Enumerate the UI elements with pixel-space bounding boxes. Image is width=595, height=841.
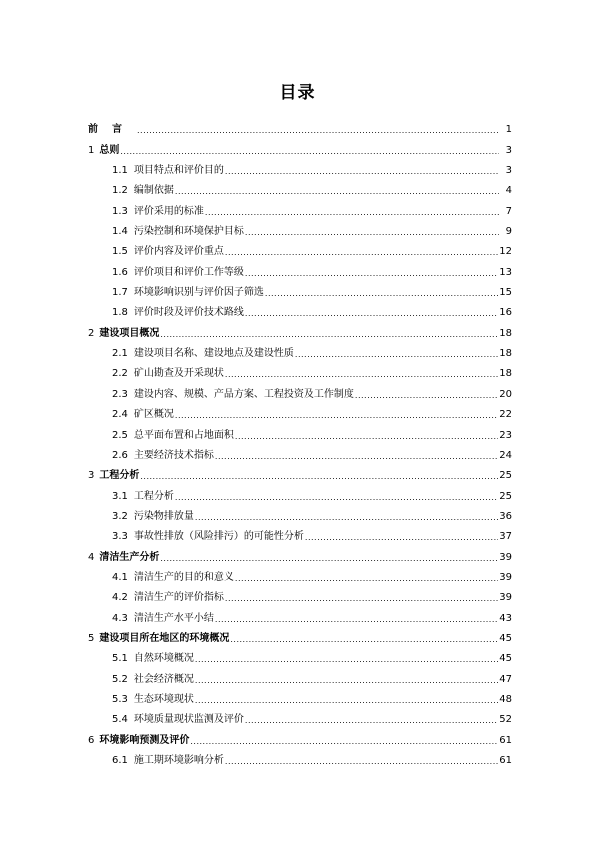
toc-entry-number: 2.1	[112, 348, 128, 360]
toc-dot-leader	[140, 472, 498, 482]
toc-section-entry[interactable]	[88, 747, 512, 767]
toc-entry-number: 3.1	[112, 490, 128, 502]
toc-entry-title: 矿山勘查及开采现状	[133, 368, 224, 380]
toc-page-number: 61	[499, 734, 512, 746]
toc-entry-number: 5	[88, 632, 95, 644]
toc-section-entry[interactable]	[88, 177, 512, 197]
toc-dot-leader	[175, 493, 498, 503]
toc-entry-number: 6.1	[112, 755, 128, 766]
toc-section-entry[interactable]	[88, 706, 512, 726]
toc-page-number: 18	[499, 327, 512, 339]
toc-dot-leader	[175, 187, 499, 197]
toc-title: 目录	[279, 83, 316, 103]
toc-dot-leader	[137, 126, 499, 136]
toc-entry-number: 1.6	[112, 266, 128, 278]
toc-page-number: 18	[499, 368, 512, 380]
toc-entry-title: 自然环境概况	[133, 653, 194, 665]
toc-dot-leader	[120, 147, 499, 157]
toc-page-number: 9	[505, 226, 512, 238]
toc-page-number: 52	[499, 714, 512, 726]
toc-section-entry[interactable]	[88, 299, 512, 319]
toc-page-number: 3	[505, 165, 512, 177]
toc-entry-title: 评价内容及评价重点	[133, 246, 224, 258]
toc-entry-number: 3	[88, 470, 95, 482]
toc-chapter-entry[interactable]	[88, 726, 512, 746]
toc-section-entry[interactable]	[88, 686, 512, 706]
toc-entry-number: 1.8	[112, 307, 128, 319]
toc-section-entry[interactable]	[88, 584, 512, 604]
toc-page-number: 47	[499, 673, 512, 685]
toc-entry-number: 1.7	[112, 287, 128, 299]
toc-entry-number: 2.6	[112, 449, 128, 461]
toc-page-number: 22	[499, 409, 512, 421]
toc-entry-title: 污染控制和环境保护目标	[133, 226, 244, 238]
toc-entry-title: 社会经济概况	[133, 673, 194, 685]
toc-dot-leader	[235, 574, 498, 584]
toc-entry-title: 矿区概况	[133, 409, 174, 421]
toc-page-number: 12	[499, 246, 512, 258]
toc-section-entry[interactable]	[88, 665, 512, 685]
toc-section-entry[interactable]	[88, 197, 512, 217]
toc-page-number: 4	[505, 185, 512, 197]
toc-entry-title: 总则	[99, 144, 120, 156]
toc-chapter-entry[interactable]	[88, 319, 512, 339]
toc-section-entry[interactable]	[88, 258, 512, 278]
toc-entry-title: 清洁生产的目的和意义	[133, 571, 234, 583]
toc-dot-leader	[230, 635, 498, 645]
toc-chapter-entry[interactable]	[88, 462, 512, 482]
toc-entry-number: 5.4	[112, 714, 128, 726]
toc-entry-number: 4	[88, 551, 95, 563]
toc-page-number: 24	[499, 449, 512, 461]
toc-dot-leader	[225, 594, 498, 604]
toc-entry-title: 环境质量现状监测及评价	[133, 714, 244, 726]
toc-page-number: 15	[499, 287, 512, 299]
toc-page-number: 45	[499, 653, 512, 665]
toc-page-number: 16	[499, 307, 512, 319]
toc-entry-title: 前言	[88, 124, 136, 136]
toc-dot-leader	[305, 533, 498, 543]
toc-chapter-entry[interactable]	[88, 136, 512, 156]
toc-entry-title: 清洁生产的评价指标	[133, 592, 224, 604]
toc-section-entry[interactable]	[88, 604, 512, 624]
toc-entry-number: 3.3	[112, 531, 128, 543]
toc-entry-title: 编制依据	[133, 185, 174, 197]
toc-section-entry[interactable]	[88, 360, 512, 380]
toc-dot-leader	[195, 655, 498, 665]
toc-dot-leader	[195, 676, 498, 686]
toc-entry-number: 1.5	[112, 246, 128, 258]
toc-entry-number: 1	[88, 144, 95, 156]
toc-page-number: 20	[499, 388, 512, 400]
toc-page-number: 37	[499, 531, 512, 543]
toc-entry-title: 施工期环境影响分析	[133, 755, 224, 766]
toc-dot-leader	[225, 248, 498, 258]
toc-entry-title: 环境影响识别与评价因子筛选	[133, 287, 264, 299]
toc-dot-leader	[265, 289, 498, 299]
toc-dot-leader	[245, 309, 498, 319]
toc-entry-number: 5.1	[112, 653, 128, 665]
toc-dot-leader	[245, 269, 498, 279]
toc-dot-leader	[225, 370, 498, 380]
toc-page-number: 25	[499, 490, 512, 502]
toc-dot-leader	[205, 208, 499, 218]
toc-page-number: 36	[499, 510, 512, 522]
table-of-contents	[88, 116, 512, 767]
toc-dot-leader	[175, 411, 498, 421]
toc-entry-number: 4.1	[112, 571, 128, 583]
toc-dot-leader	[355, 391, 498, 401]
toc-entry-number: 4.2	[112, 592, 128, 604]
toc-dot-leader	[245, 228, 499, 238]
toc-entry-number: 1.1	[112, 165, 128, 177]
toc-entry-number: 4.3	[112, 612, 128, 624]
toc-entry-title: 评价项目和评价工作等级	[133, 266, 244, 278]
toc-section-entry[interactable]	[88, 442, 512, 462]
toc-section-entry[interactable]	[88, 482, 512, 502]
toc-section-entry[interactable]	[88, 523, 512, 543]
toc-section-entry[interactable]	[88, 218, 512, 238]
toc-page-number: 3	[505, 144, 512, 156]
toc-dot-leader	[295, 350, 498, 360]
toc-entry-title: 工程分析	[99, 470, 140, 482]
toc-entry-title: 建设项目名称、建设地点及建设性质	[133, 348, 294, 360]
toc-entry-number: 2	[88, 327, 95, 339]
toc-entry-number: 2.3	[112, 388, 128, 400]
toc-section-entry[interactable]	[88, 401, 512, 421]
toc-page-number: 18	[499, 348, 512, 360]
toc-page-number: 45	[499, 632, 512, 644]
toc-section-entry[interactable]	[88, 380, 512, 400]
toc-entry-title: 工程分析	[133, 490, 174, 502]
toc-dot-leader	[245, 716, 498, 726]
toc-entry-title: 污染物排放量	[133, 510, 194, 522]
toc-entry-title: 评价采用的标准	[133, 205, 204, 217]
toc-page-number: 23	[499, 429, 512, 441]
toc-entry-title: 清洁生产分析	[99, 551, 160, 563]
toc-page-number: 25	[499, 470, 512, 482]
toc-section-entry[interactable]	[88, 564, 512, 584]
toc-dot-leader	[190, 737, 498, 747]
toc-entry-number: 1.3	[112, 205, 128, 217]
toc-entry-title: 清洁生产水平小结	[133, 612, 214, 624]
toc-section-entry[interactable]	[88, 279, 512, 299]
toc-chapter-entry[interactable]	[88, 543, 512, 563]
toc-page-number: 48	[499, 693, 512, 705]
toc-chapter-entry[interactable]	[88, 116, 512, 136]
toc-entry-number: 5.3	[112, 693, 128, 705]
toc-page-number: 39	[499, 551, 512, 563]
toc-page-number: 7	[505, 205, 512, 217]
toc-page-number: 43	[499, 612, 512, 624]
toc-section-entry[interactable]	[88, 157, 512, 177]
toc-chapter-entry[interactable]	[88, 625, 512, 645]
toc-section-entry[interactable]	[88, 238, 512, 258]
toc-entry-title: 建设项目概况	[99, 327, 160, 339]
toc-dot-leader	[235, 432, 498, 442]
toc-section-entry[interactable]	[88, 340, 512, 360]
toc-dot-leader	[225, 757, 498, 767]
toc-dot-leader	[160, 330, 498, 340]
toc-page-number: 39	[499, 592, 512, 604]
toc-dot-leader	[195, 696, 498, 706]
toc-entry-title: 项目特点和评价目的	[133, 165, 224, 177]
toc-entry-title: 建设内容、规模、产品方案、工程投资及工作制度	[133, 388, 354, 400]
toc-entry-number: 5.2	[112, 673, 128, 685]
toc-entry-number: 2.2	[112, 368, 128, 380]
toc-page-number: 61	[499, 755, 512, 766]
toc-dot-leader	[215, 452, 498, 462]
toc-dot-leader	[215, 615, 498, 625]
toc-page-number: 39	[499, 571, 512, 583]
toc-entry-number: 3.2	[112, 510, 128, 522]
toc-section-entry[interactable]	[88, 645, 512, 665]
toc-dot-leader	[225, 167, 499, 177]
toc-entry-title: 生态环境现状	[133, 693, 194, 705]
toc-page-number: 13	[499, 266, 512, 278]
toc-entry-title: 事故性排放（风险排污）的可能性分析	[133, 531, 304, 543]
toc-entry-number: 1.4	[112, 226, 128, 238]
toc-entry-number: 2.5	[112, 429, 128, 441]
toc-page-number: 1	[505, 124, 512, 136]
toc-entry-title: 建设项目所在地区的环境概况	[99, 632, 230, 644]
toc-entry-title: 评价时段及评价技术路线	[133, 307, 244, 319]
toc-dot-leader	[195, 513, 498, 523]
toc-section-entry[interactable]	[88, 421, 512, 441]
toc-entry-number: 1.2	[112, 185, 128, 197]
toc-section-entry[interactable]	[88, 503, 512, 523]
toc-entry-title: 主要经济技术指标	[133, 449, 214, 461]
toc-entry-title: 环境影响预测及评价	[99, 734, 190, 746]
toc-entry-title: 总平面布置和占地面积	[133, 429, 234, 441]
toc-entry-number: 2.4	[112, 409, 128, 421]
toc-dot-leader	[160, 554, 498, 564]
toc-entry-number: 6	[88, 734, 95, 746]
